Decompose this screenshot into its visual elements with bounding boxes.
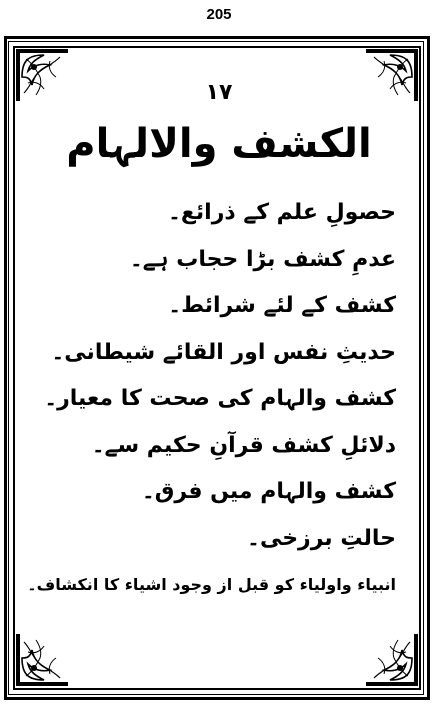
topic-item: حصولِ علم کے ذرائع۔ bbox=[167, 200, 396, 225]
corner-ornament-bottom-right bbox=[364, 632, 420, 688]
topic-item: عدمِ کشف بڑا حجاب ہے۔ bbox=[129, 246, 396, 272]
topic-item: کشف کے لئے شرائط۔ bbox=[168, 293, 396, 318]
topic-item: کشف والہام کی صحت کا معیار۔ bbox=[44, 386, 396, 411]
topic-item: حالتِ برزخی۔ bbox=[247, 525, 396, 551]
chapter-title: الکشف والالہام bbox=[66, 121, 372, 167]
topic-item: دلائلِ کشف قرآنِ حکیم سے۔ bbox=[91, 432, 396, 458]
corner-ornament-bottom-left bbox=[14, 632, 70, 688]
topic-item: حدیثِ نفس اور القائے شیطانی۔ bbox=[51, 339, 396, 365]
topic-item: انبیاء واولیاء کو قبل از وجود اشیاء کا انکشاف۔ bbox=[27, 575, 396, 594]
topic-item: کشف والہام میں فرق۔ bbox=[141, 479, 396, 504]
topic-list bbox=[26, 190, 396, 609]
chapter-number: ۱۷ bbox=[205, 80, 233, 105]
page-number: 205 bbox=[206, 6, 232, 23]
